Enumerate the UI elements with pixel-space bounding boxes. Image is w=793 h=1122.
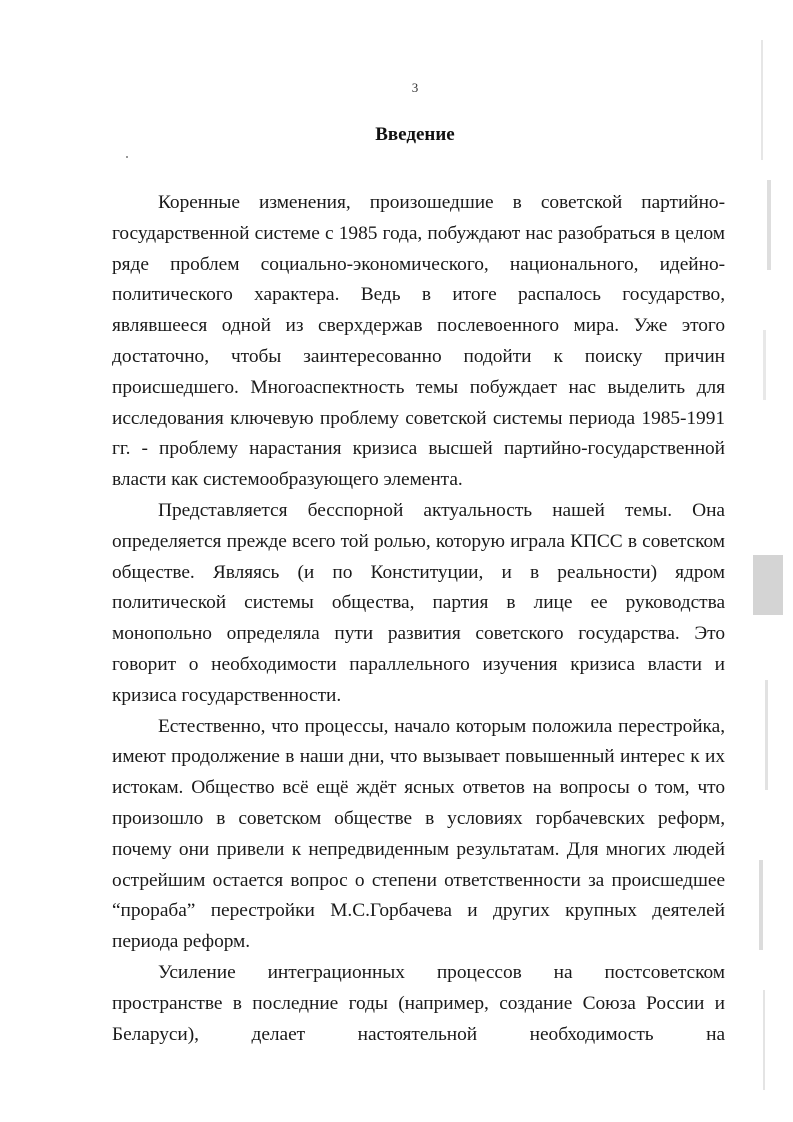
body-text [112,188,725,1050]
scan-speck [126,156,128,158]
paragraph-4: Усиление интеграционных процессов на постсоветском пространстве в последние годы (например, создание Союза России и Беларуси), делает настоятельной необходимость на [112,961,725,1045]
paragraph-1: Коренные изменения, произошедшие в советской партийно-государственной системе с 1985 года, побуждают нас разобраться в целом ряде проблем социально-экономического, национального, идейно-политического характера. Ведь в итоге распалось государство, являвшееся одной из сверхдержав послевоенного мира. Уже этого достаточно, чтобы заинтересованно подойти к поиску причин происшедшего. Многоаспектность темы побуждает нас выделить для исследования ключевую проблему советской системы периода 1985-1991 гг. - проблему нарастания кризиса высшей партийно-государственной власти как системообразующего элемента. [112,192,725,491]
scan-edge-artifact [753,30,793,1122]
paragraph-2: Представляется бесспорной актуальность нашей темы. Она определяется прежде всего той ролью, которую играла КПСС в советском обществе. Являясь (и по Конституции, и в реальности) ядром политической системы общества, партия в лице ее руководства монопольно определяла пути развития советского государства. Это говорит о необходимости параллельного изучения кризиса власти и кризиса государственности. [112,499,725,706]
page-number: 3 [411,80,419,95]
paragraph-3: Естественно, что процессы, начало которым положила перестройка, имеют продолжение в наши дни, что вызывает повышенный интерес к их истокам. Общество всё ещё ждёт ясных ответов на вопросы о том, что произошло в советском обществе в условиях горбачевских реформ, почему они привели к непредвиденным результатам. Для многих людей острейшим остается вопрос о степени ответственности за происшедшее “прораба” перестройки М.С.Горбачева и других крупных деятелей периода реформ. [112,715,725,953]
page-title: Введение [375,124,455,145]
